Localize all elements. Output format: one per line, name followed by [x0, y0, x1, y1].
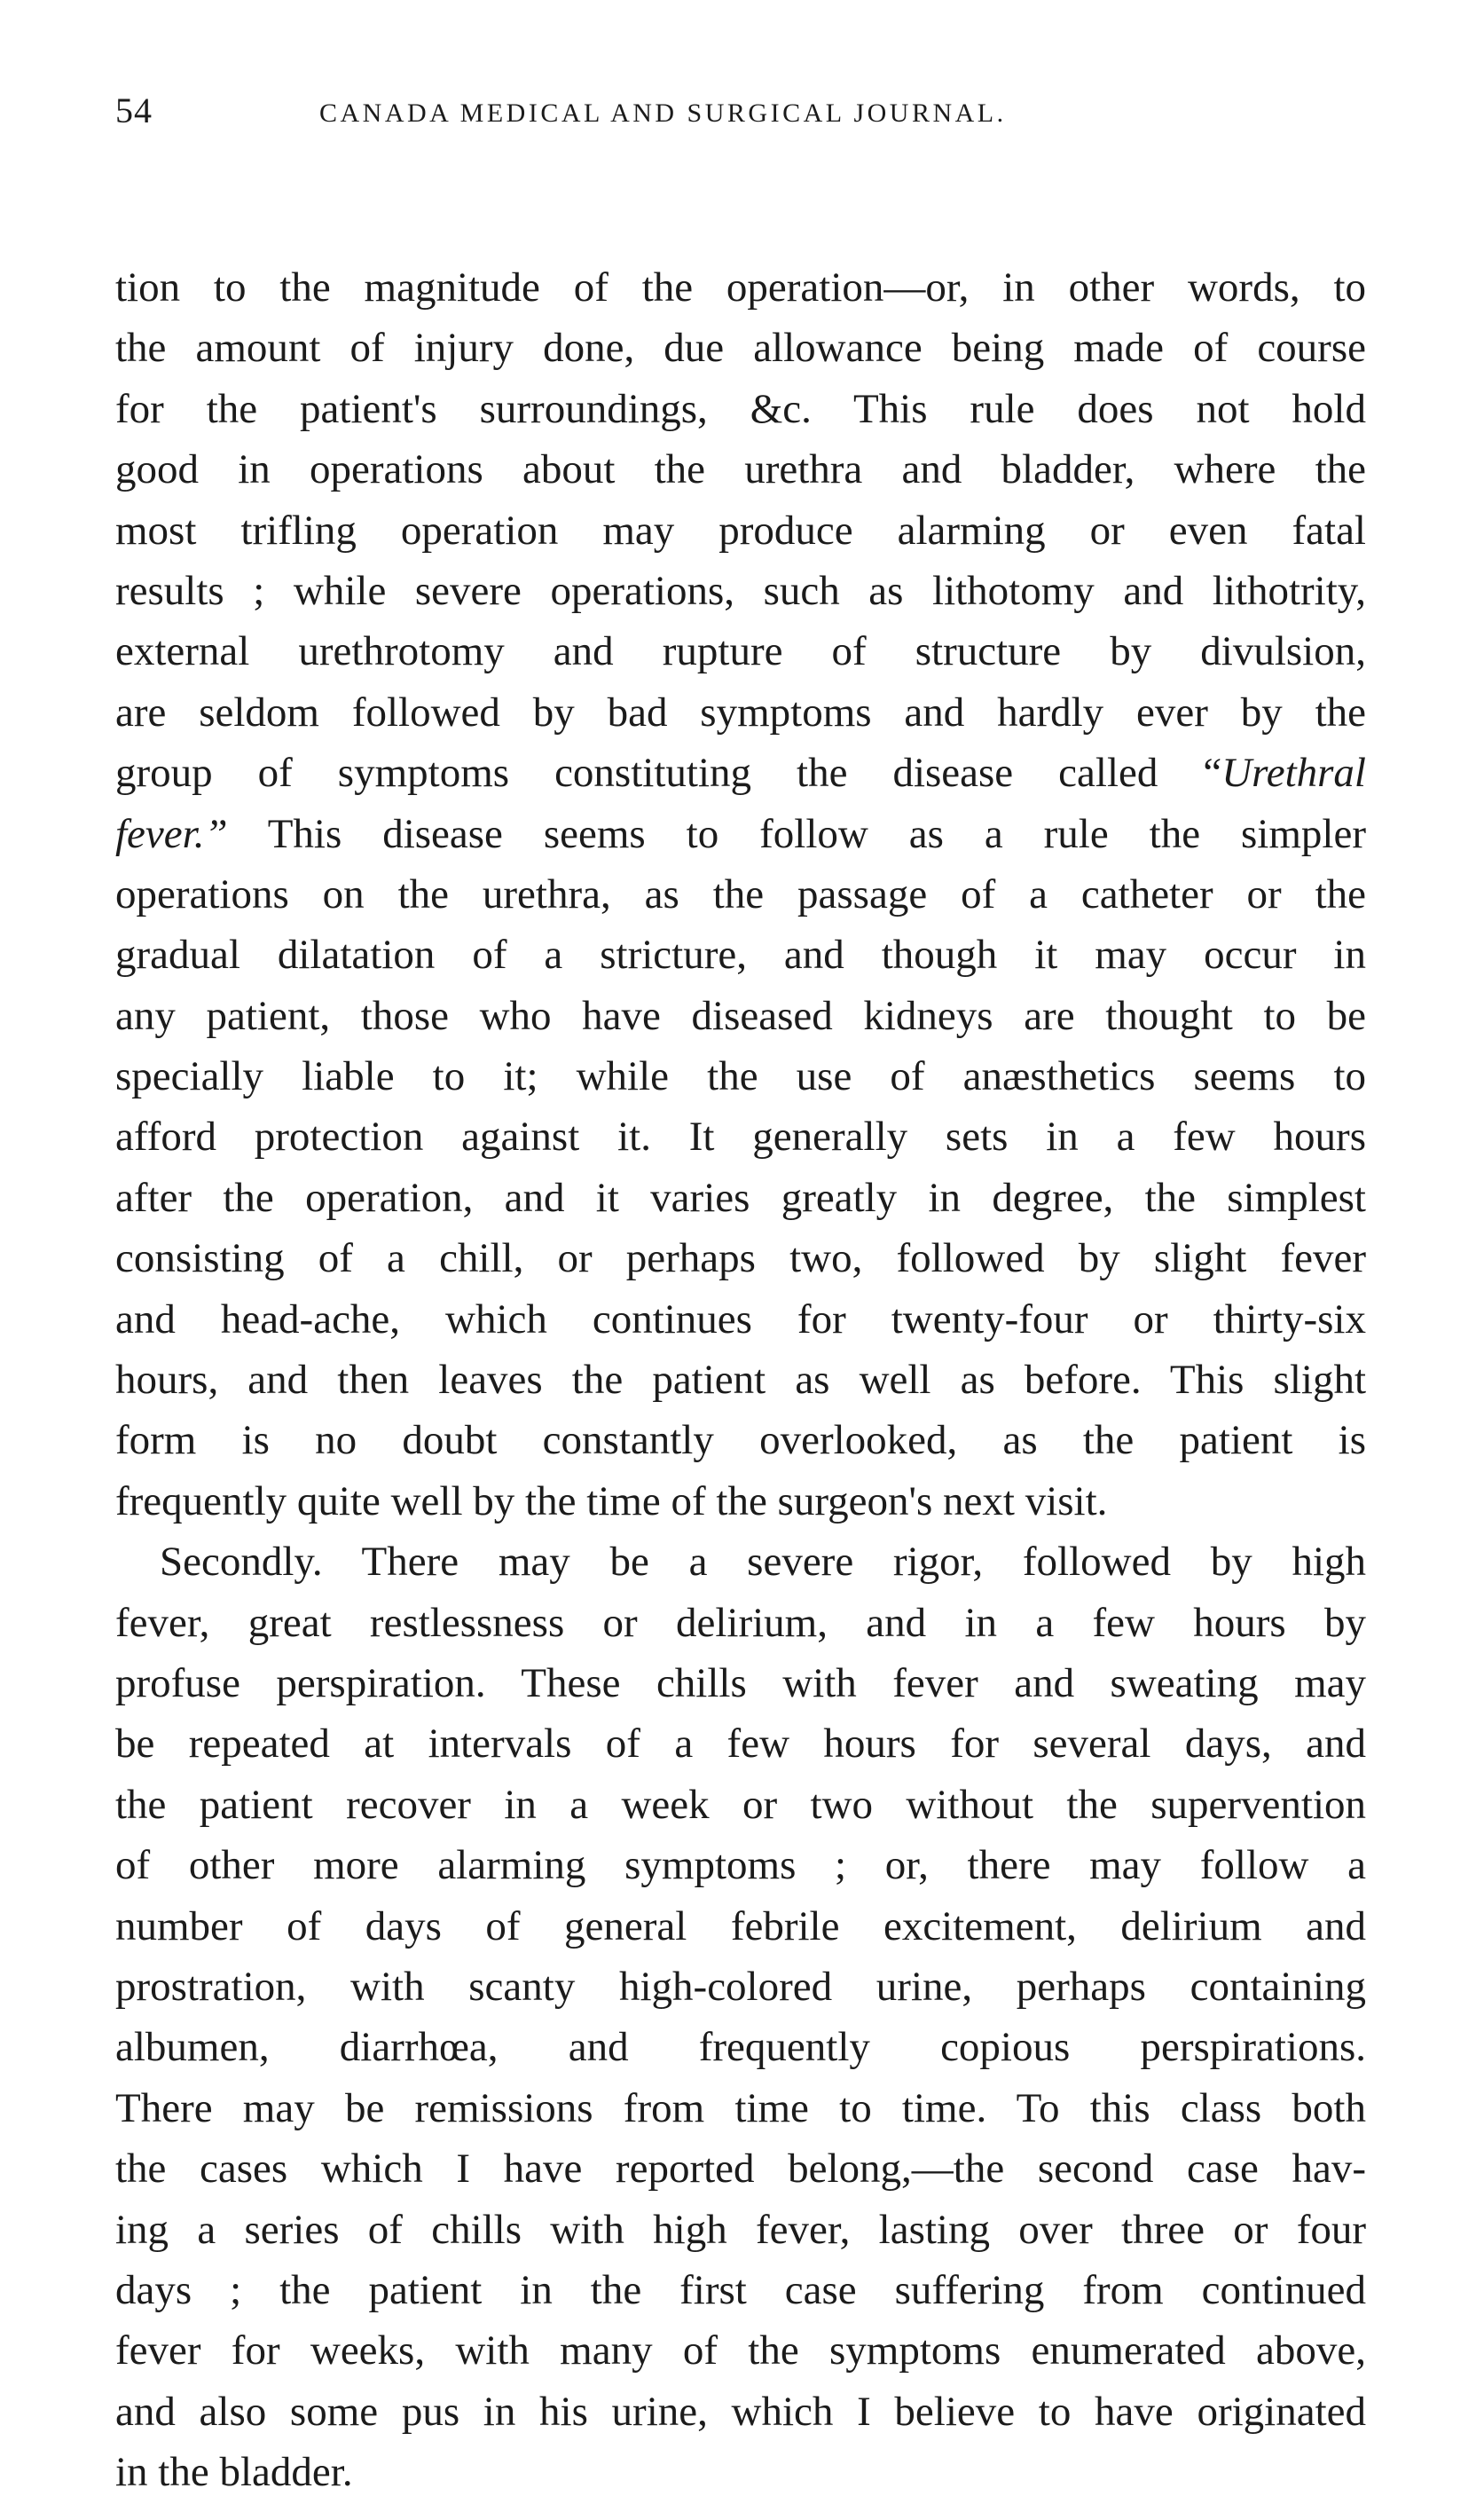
text-line: be repeated at intervals of a few hours for several days, and: [115, 1721, 1366, 1768]
text-line: [115, 743, 1366, 803]
text-line: [115, 804, 1366, 864]
text-line: the amount of injury done, due allowance being made of course: [115, 325, 1366, 372]
text-line: form is no doubt constantly overlooked, as the patient is: [115, 1417, 1366, 1464]
text-line-part: This disease seems to follow as a rule the simpler: [227, 810, 1366, 857]
text-line: specially liable to it; while the use of anæsthetics seems to: [115, 1053, 1366, 1100]
text-line: tion to the magnitude of the operation—or, in other words, to: [115, 264, 1366, 311]
text-line: operations on the urethra, as the passage of a catheter or the: [115, 870, 1366, 917]
text-line: the cases which I have reported belong,—the second case hav-: [115, 2146, 1366, 2193]
text-line: fever, great restlessness or delirium, and in a few hours by: [115, 1599, 1366, 1646]
text-line-part: group of symptoms constituting the disease called “: [115, 750, 1222, 797]
text-line: prostration, with scanty high-colored urine, perhaps containing: [115, 1963, 1366, 2010]
text-line: external urethrotomy and rupture of structure by divulsion,: [115, 628, 1366, 675]
text-line: albumen, diarrhœa, and frequently copious perspirations.: [115, 2024, 1366, 2071]
text-line: ing a series of chills with high fever, lasting over three or four: [115, 2206, 1366, 2253]
text-line: afford protection against it. It generally sets in a few hours: [115, 1114, 1366, 1161]
text-line: in the bladder.: [115, 2449, 353, 2496]
paragraph-1: [115, 257, 1366, 1532]
text-line: results ; while severe operations, such as lithotomy and lithotrity,: [115, 567, 1366, 614]
text-line: frequently quite well by the time of the surgeon's next visit.: [115, 1477, 1108, 1524]
text-line: for the patient's surroundings, &c. This rule does not hold: [115, 385, 1366, 432]
journal-page: [115, 84, 1366, 2502]
text-line: consisting of a chill, or perhaps two, followed by slight fever: [115, 1235, 1366, 1282]
text-line: There may be remissions from time to time. To this class both: [115, 2084, 1366, 2131]
italic-term: fever.”: [115, 810, 228, 857]
page-header: [115, 84, 1366, 164]
text-line: most trifling operation may produce alarming or even fatal: [115, 507, 1366, 554]
text-line: hours, and then leaves the patient as well as before. This slight: [115, 1357, 1366, 1404]
text-line: profuse perspiration. These chills with fever and sweating may: [115, 1659, 1366, 1706]
text-line: days ; the patient in the first case suffering from continued: [115, 2266, 1366, 2313]
text-line: are seldom followed by bad symptoms and hardly ever by the: [115, 689, 1366, 736]
page-number: 54: [115, 91, 153, 130]
text-line: and also some pus in his urine, which I believe to have originated: [115, 2388, 1366, 2435]
text-line: gradual dilatation of a stricture, and though it may occur in: [115, 932, 1366, 979]
text-line: number of days of general febrile excitement, delirium and: [115, 1902, 1366, 1949]
text-line: after the operation, and it varies greatly in degree, the simplest: [115, 1174, 1366, 1221]
article-body: [115, 257, 1366, 2502]
text-line: the patient recover in a week or two without the supervention: [115, 1781, 1366, 1828]
text-line: of other more alarming symptoms ; or, there may follow a: [115, 1842, 1366, 1889]
text-line: fever for weeks, with many of the symptoms enumerated above,: [115, 2327, 1366, 2374]
text-line: Secondly. There may be a severe rigor, followed by high: [160, 1539, 1366, 1586]
text-line: good in operations about the urethra and bladder, where the: [115, 446, 1366, 493]
text-line: any patient, those who have diseased kidneys are thought to be: [115, 992, 1366, 1039]
italic-term: Urethral: [1221, 750, 1366, 797]
running-title: CANADA MEDICAL AND SURGICAL JOURNAL.: [319, 98, 1007, 128]
text-line: and head-ache, which continues for twenty-four or thirty-six: [115, 1295, 1366, 1343]
paragraph-2: [115, 1532, 1366, 2502]
